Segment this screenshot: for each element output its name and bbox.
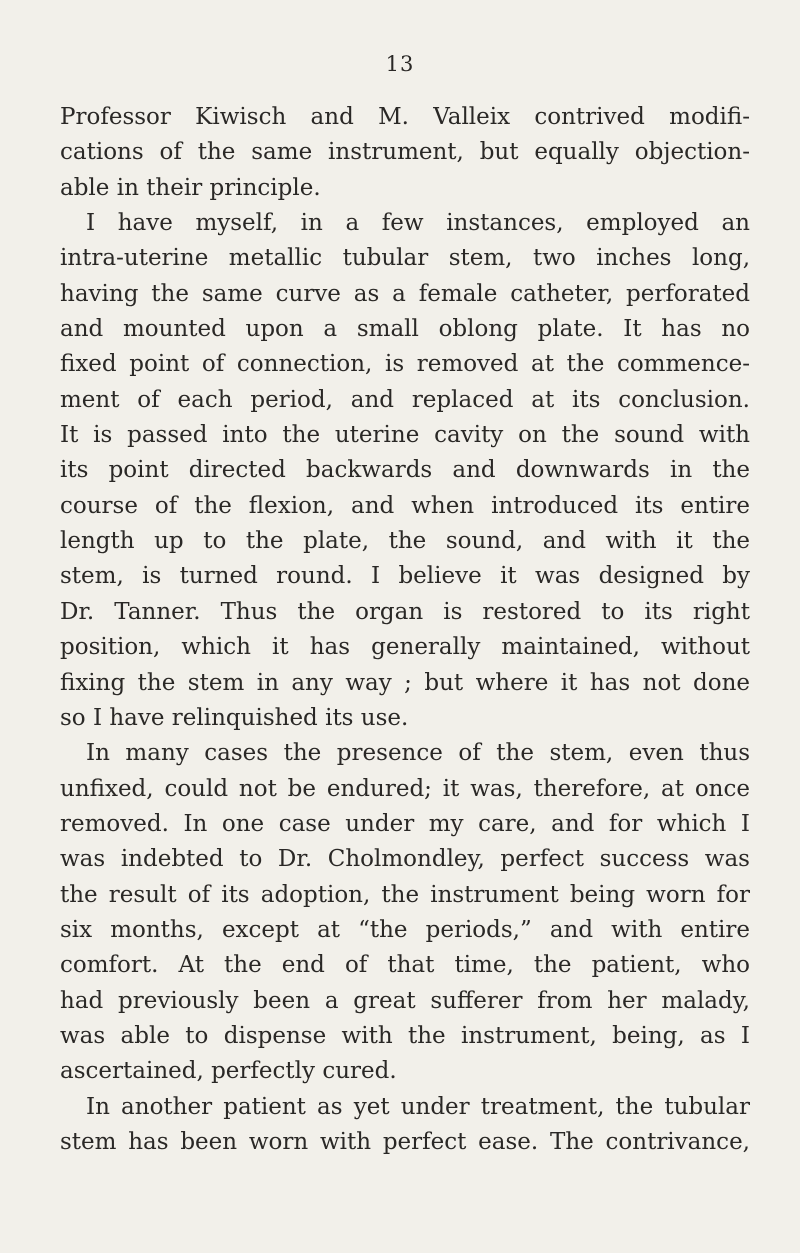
text-line: having the same curve as a female catheter, perforated (60, 280, 750, 307)
text-line: position, which it has generally maintained, without (60, 634, 750, 661)
text-line: course of the flexion, and when introduced its entire (60, 492, 750, 519)
text-line: and mounted upon a small oblong plate. It has no (60, 316, 750, 343)
text-line: removed. In one case under my care, and for which I (60, 810, 750, 837)
text-line: ment of each period, and replaced at its conclusion. (60, 386, 750, 413)
text-line: Professor Kiwisch and M. Valleix contrived modifi- (60, 104, 750, 130)
text-line: six months, except at “the periods,” and with entire (60, 916, 750, 943)
text-line: stem has been worn with perfect ease. The contrivance, (60, 1128, 750, 1155)
text-line: the result of its adoption, the instrument being worn for (60, 881, 750, 908)
text-line: so I have relinquished its use. (60, 704, 409, 731)
text-line: In many cases the presence of the stem, even thus (86, 740, 750, 767)
text-line: ascertained, perfectly cured. (60, 1058, 397, 1085)
text-line: fixing the stem in any way ; but where it has not done (60, 669, 750, 696)
text-line: I have myself, in a few instances, employed an (86, 210, 750, 237)
text-line: In another patient as yet under treatment, the tubular (86, 1093, 750, 1120)
text-line: stem, is turned round. I believe it was designed by (60, 563, 750, 590)
text-line: intra-uterine metallic tubular stem, two inches long, (60, 245, 750, 272)
text-line: had previously been a great sufferer from her malady, (60, 987, 750, 1014)
text-line: was indebted to Dr. Cholmondley, perfect success was (60, 846, 750, 873)
text-line: its point directed backwards and downwards in the (60, 457, 750, 484)
text-line: fixed point of connection, is removed at the commence- (60, 351, 750, 378)
text-line: comfort. At the end of that time, the patient, who (60, 952, 750, 979)
text-line: was able to dispense with the instrument, being, as I (60, 1022, 750, 1049)
text-line: cations of the same instrument, but equally objection- (60, 139, 750, 166)
text-line: length up to the plate, the sound, and with it the (60, 528, 750, 555)
page-number: 13 (385, 52, 415, 76)
body-text (60, 100, 750, 1160)
text-line: able in their principle. (60, 174, 321, 201)
text-line: unfixed, could not be endured; it was, therefore, at once (60, 775, 750, 802)
text-line: Dr. Tanner. Thus the organ is restored to its right (60, 598, 750, 625)
text-line: It is passed into the uterine cavity on the sound with (60, 422, 750, 449)
